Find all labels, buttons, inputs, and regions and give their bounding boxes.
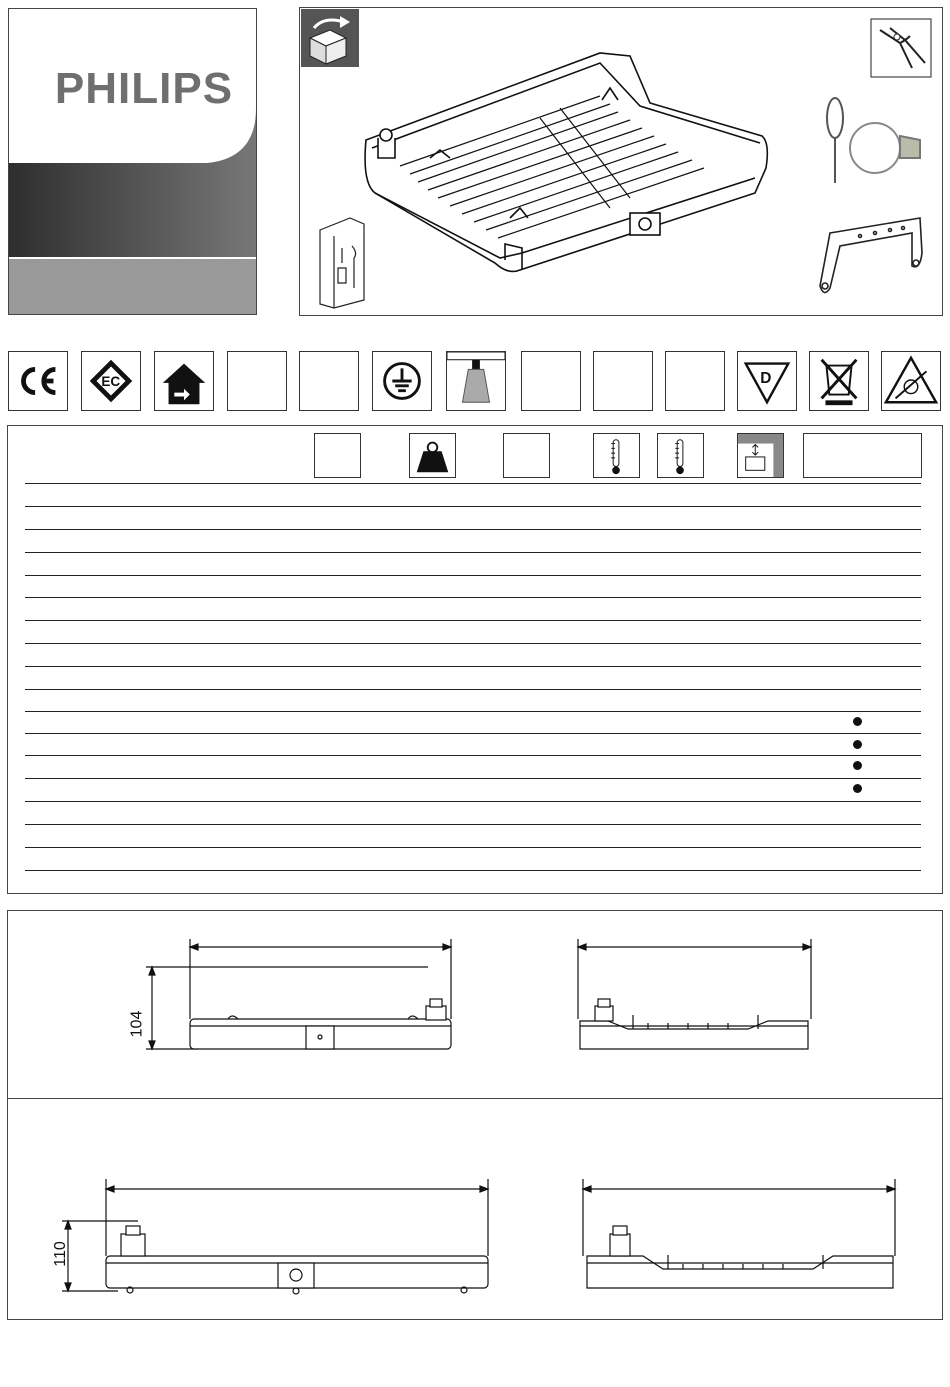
front-view-a [128,931,468,1061]
no-covering-icon [881,351,941,411]
table-bullet [853,740,862,749]
table-row [25,847,921,848]
table-row [25,755,921,756]
product-illustration [300,8,944,317]
weee-bin-icon [809,351,869,411]
table-row [25,733,921,734]
table-row [25,801,921,802]
spec-header-blank [503,433,550,478]
table-row [25,778,921,779]
table-row [25,666,921,667]
enec-mark-icon [81,351,141,411]
indoor-use-icon [154,351,214,411]
table-row [25,506,921,507]
spec-table [7,425,943,894]
table-row [25,597,921,598]
brand-grey-bar [9,257,256,315]
blank-symbol [299,351,359,411]
table-row [25,575,921,576]
table-row [25,824,921,825]
manual-booklet-icon [320,218,364,308]
brand-panel [8,8,257,315]
table-row [25,483,921,484]
svg-text:D: D [760,369,772,387]
weight-icon [409,433,456,478]
d-mark-icon [737,351,797,411]
svg-text:EC: EC [101,373,121,389]
blank-symbol [665,351,725,411]
thermometer-icon [593,433,640,478]
height-dimension-a: 104 [128,1010,146,1038]
unbox-icon [301,9,359,67]
blank-symbol [593,351,653,411]
table-row [25,711,921,712]
table-row [25,620,921,621]
height-dimension-b: 110 [51,1241,69,1267]
blank-symbol [227,351,287,411]
blank-symbol [521,351,581,411]
ce-mark-icon [8,351,68,411]
table-bullet [853,784,862,793]
side-view-b [573,1171,913,1301]
ceiling-mount-icon [446,351,506,411]
table-row [25,529,921,530]
spec-header-blank [803,433,922,478]
dimension-divider [8,1098,942,1099]
table-row [25,689,921,690]
distance-to-ceiling-icon [737,433,784,478]
table-row [25,643,921,644]
table-row [25,870,921,871]
spec-header-blank [314,433,361,478]
suspension-wire-icon [827,98,920,183]
table-bullet [853,761,862,770]
table-bullet [853,717,862,726]
side-view-a [568,931,828,1061]
product-panel [299,7,943,316]
cutters-icon [871,19,931,77]
protective-earth-icon [372,351,432,411]
dimension-panel [7,910,943,1320]
table-row [25,552,921,553]
thermometer-icon [657,433,704,478]
mounting-bracket-icon [820,218,922,293]
brand-logo: PHILIPS [54,64,234,113]
luminaire-drawing [365,53,767,271]
front-view-b [48,1171,498,1301]
